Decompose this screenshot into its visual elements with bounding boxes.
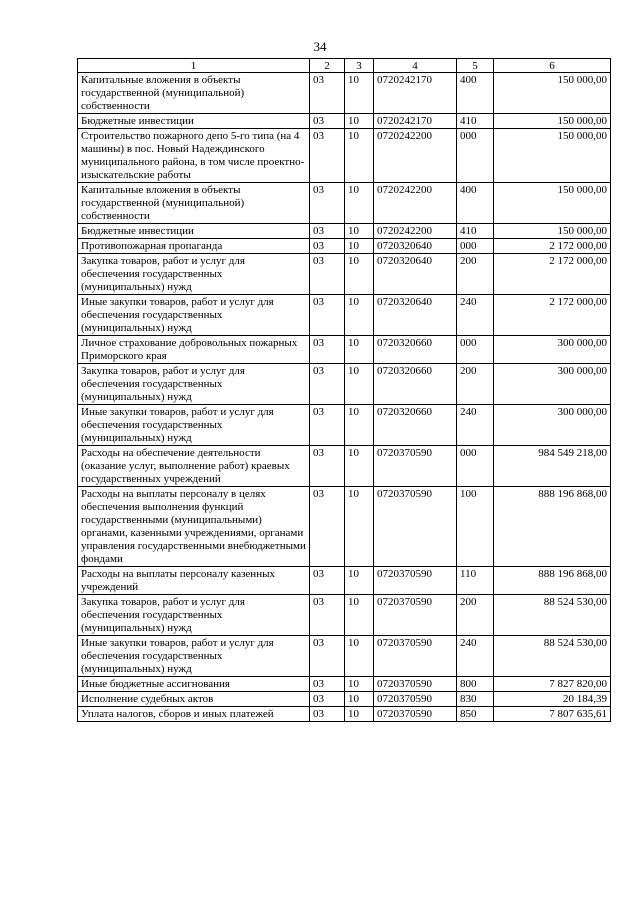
row-name-cell: Закупка товаров, работ и услуг для обеспечения государственных (муниципальных) нужд	[78, 595, 310, 636]
table-row	[78, 446, 611, 487]
target-article-cell: 0720320660	[374, 336, 457, 364]
table-row	[78, 405, 611, 446]
expense-type-cell: 400	[457, 73, 494, 114]
table-row	[78, 254, 611, 295]
expense-type-cell: 830	[457, 692, 494, 707]
amount-cell: 88 524 530,00	[494, 636, 611, 677]
amount-cell: 300 000,00	[494, 405, 611, 446]
subsection-code-cell: 10	[345, 692, 374, 707]
section-code-cell: 03	[310, 336, 345, 364]
subsection-code-cell: 10	[345, 73, 374, 114]
expense-type-cell: 000	[457, 446, 494, 487]
subsection-code-cell: 10	[345, 336, 374, 364]
expense-type-cell: 200	[457, 595, 494, 636]
target-article-cell: 0720370590	[374, 636, 457, 677]
table-row	[78, 707, 611, 722]
expense-type-cell: 200	[457, 364, 494, 405]
amount-cell: 2 172 000,00	[494, 254, 611, 295]
section-code-cell: 03	[310, 254, 345, 295]
table-row	[78, 595, 611, 636]
amount-cell: 2 172 000,00	[494, 295, 611, 336]
target-article-cell: 0720370590	[374, 567, 457, 595]
target-article-cell: 0720242200	[374, 224, 457, 239]
amount-cell: 888 196 868,00	[494, 487, 611, 567]
row-name-cell: Капитальные вложения в объекты государственной (муниципальной) собственности	[78, 183, 310, 224]
target-article-cell: 0720320640	[374, 295, 457, 336]
table-row	[78, 224, 611, 239]
subsection-code-cell: 10	[345, 114, 374, 129]
expense-type-cell: 410	[457, 114, 494, 129]
row-name-cell: Иные закупки товаров, работ и услуг для обеспечения государственных (муниципальных) нужд	[78, 295, 310, 336]
amount-cell: 300 000,00	[494, 364, 611, 405]
table-row	[78, 567, 611, 595]
subsection-code-cell: 10	[345, 129, 374, 183]
row-name-cell: Бюджетные инвестиции	[78, 114, 310, 129]
table-row	[78, 114, 611, 129]
subsection-code-cell: 10	[345, 405, 374, 446]
amount-cell: 150 000,00	[494, 73, 611, 114]
column-header: 2	[310, 59, 345, 73]
section-code-cell: 03	[310, 364, 345, 405]
section-code-cell: 03	[310, 567, 345, 595]
table-row	[78, 129, 611, 183]
section-code-cell: 03	[310, 446, 345, 487]
row-name-cell: Закупка товаров, работ и услуг для обеспечения государственных (муниципальных) нужд	[78, 254, 310, 295]
table-row	[78, 336, 611, 364]
row-name-cell: Личное страхование добровольных пожарных Приморского края	[78, 336, 310, 364]
column-header: 5	[457, 59, 494, 73]
section-code-cell: 03	[310, 707, 345, 722]
subsection-code-cell: 10	[345, 364, 374, 405]
section-code-cell: 03	[310, 73, 345, 114]
section-code-cell: 03	[310, 114, 345, 129]
expense-type-cell: 800	[457, 677, 494, 692]
target-article-cell: 0720242200	[374, 183, 457, 224]
table-row	[78, 677, 611, 692]
subsection-code-cell: 10	[345, 239, 374, 254]
row-name-cell: Противопожарная пропаганда	[78, 239, 310, 254]
column-header: 3	[345, 59, 374, 73]
expense-type-cell: 110	[457, 567, 494, 595]
expense-type-cell: 410	[457, 224, 494, 239]
target-article-cell: 0720320640	[374, 239, 457, 254]
row-name-cell: Иные закупки товаров, работ и услуг для обеспечения государственных (муниципальных) нужд	[78, 636, 310, 677]
expense-type-cell: 000	[457, 129, 494, 183]
target-article-cell: 0720370590	[374, 446, 457, 487]
row-name-cell: Капитальные вложения в объекты государственной (муниципальной) собственности	[78, 73, 310, 114]
table-row	[78, 73, 611, 114]
expense-type-cell: 000	[457, 336, 494, 364]
target-article-cell: 0720370590	[374, 707, 457, 722]
expense-type-cell: 850	[457, 707, 494, 722]
target-article-cell: 0720320640	[374, 254, 457, 295]
target-article-cell: 0720370590	[374, 595, 457, 636]
section-code-cell: 03	[310, 239, 345, 254]
section-code-cell: 03	[310, 129, 345, 183]
row-name-cell: Иные бюджетные ассигнования	[78, 677, 310, 692]
budget-table	[77, 58, 611, 722]
amount-cell: 7 807 635,61	[494, 707, 611, 722]
amount-cell: 150 000,00	[494, 224, 611, 239]
target-article-cell: 0720320660	[374, 364, 457, 405]
row-name-cell: Расходы на выплаты персоналу казенных учреждений	[78, 567, 310, 595]
expense-type-cell: 200	[457, 254, 494, 295]
section-code-cell: 03	[310, 677, 345, 692]
expense-type-cell: 240	[457, 295, 494, 336]
amount-cell: 150 000,00	[494, 114, 611, 129]
target-article-cell: 0720370590	[374, 692, 457, 707]
column-header: 6	[494, 59, 611, 73]
expense-type-cell: 240	[457, 405, 494, 446]
section-code-cell: 03	[310, 692, 345, 707]
section-code-cell: 03	[310, 183, 345, 224]
target-article-cell: 0720242200	[374, 129, 457, 183]
subsection-code-cell: 10	[345, 295, 374, 336]
target-article-cell: 0720370590	[374, 677, 457, 692]
amount-cell: 88 524 530,00	[494, 595, 611, 636]
target-article-cell: 0720242170	[374, 73, 457, 114]
table-row	[78, 295, 611, 336]
row-name-cell: Расходы на выплаты персоналу в целях обеспечения выполнения функций государственными (муниципальными) органами, казенными учреждениями, органами управления государственными внебюджетными фондами	[78, 487, 310, 567]
expense-type-cell: 100	[457, 487, 494, 567]
row-name-cell: Уплата налогов, сборов и иных платежей	[78, 707, 310, 722]
row-name-cell: Расходы на обеспечение деятельности (оказание услуг, выполнение работ) краевых государственных учреждений	[78, 446, 310, 487]
table-row	[78, 239, 611, 254]
section-code-cell: 03	[310, 636, 345, 677]
amount-cell: 984 549 218,00	[494, 446, 611, 487]
amount-cell: 300 000,00	[494, 336, 611, 364]
row-name-cell: Строительство пожарного депо 5-го типа (на 4 машины) в пос. Новый Надеждинского муниципального района, в том числе проектно-изыскательские работы	[78, 129, 310, 183]
section-code-cell: 03	[310, 295, 345, 336]
expense-type-cell: 000	[457, 239, 494, 254]
table-row	[78, 487, 611, 567]
subsection-code-cell: 10	[345, 254, 374, 295]
amount-cell: 20 184,39	[494, 692, 611, 707]
table-row	[78, 183, 611, 224]
row-name-cell: Иные закупки товаров, работ и услуг для обеспечения государственных (муниципальных) нужд	[78, 405, 310, 446]
page-number: 34	[313, 39, 327, 54]
section-code-cell: 03	[310, 224, 345, 239]
amount-cell: 150 000,00	[494, 183, 611, 224]
column-header: 1	[78, 59, 310, 73]
subsection-code-cell: 10	[345, 677, 374, 692]
subsection-code-cell: 10	[345, 636, 374, 677]
subsection-code-cell: 10	[345, 446, 374, 487]
target-article-cell: 0720320660	[374, 405, 457, 446]
row-name-cell: Бюджетные инвестиции	[78, 224, 310, 239]
table-row	[78, 692, 611, 707]
target-article-cell: 0720242170	[374, 114, 457, 129]
subsection-code-cell: 10	[345, 183, 374, 224]
subsection-code-cell: 10	[345, 224, 374, 239]
row-name-cell: Закупка товаров, работ и услуг для обеспечения государственных (муниципальных) нужд	[78, 364, 310, 405]
table-row	[78, 364, 611, 405]
target-article-cell: 0720370590	[374, 487, 457, 567]
column-header: 4	[374, 59, 457, 73]
expense-type-cell: 240	[457, 636, 494, 677]
amount-cell: 888 196 868,00	[494, 567, 611, 595]
row-name-cell: Исполнение судебных актов	[78, 692, 310, 707]
subsection-code-cell: 10	[345, 567, 374, 595]
subsection-code-cell: 10	[345, 487, 374, 567]
subsection-code-cell: 10	[345, 707, 374, 722]
expense-type-cell: 400	[457, 183, 494, 224]
amount-cell: 150 000,00	[494, 129, 611, 183]
amount-cell: 2 172 000,00	[494, 239, 611, 254]
subsection-code-cell: 10	[345, 595, 374, 636]
section-code-cell: 03	[310, 405, 345, 446]
table-header-row	[78, 59, 611, 73]
table-row	[78, 636, 611, 677]
amount-cell: 7 827 820,00	[494, 677, 611, 692]
section-code-cell: 03	[310, 487, 345, 567]
section-code-cell: 03	[310, 595, 345, 636]
